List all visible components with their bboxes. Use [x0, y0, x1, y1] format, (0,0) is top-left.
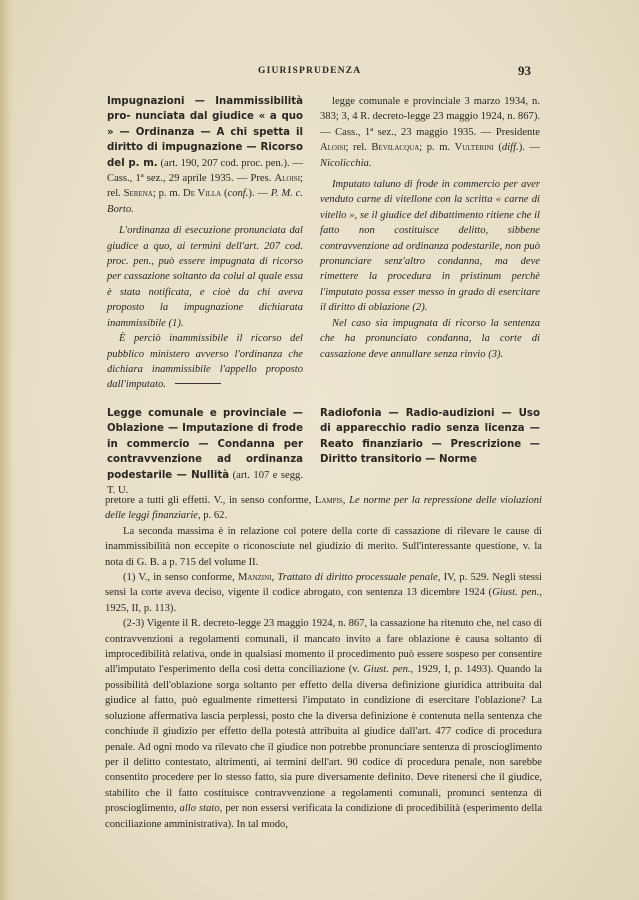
note-continuation-b: , — [342, 495, 350, 506]
case-2-maxim-2: Nel caso sia impugnata di ricorso la sentenza che ha pronunciato condanna, la corte di cassazione deve annullare senza rinvio (3). — [320, 317, 540, 360]
footnote-1-author: Manzini — [237, 572, 272, 584]
footnote-1 — [105, 570, 542, 616]
right-column — [320, 94, 540, 362]
note-second-maxim: La seconda massima è in relazione col potere della corte di cassazione di rilevare le cause di inammissibilità non eccepite o riconosciute nel giudizio di merito. Sull'interessante questione, v. la nota di G. B. a p. 715 del volume II. — [105, 525, 542, 568]
case-1-maxim-1: L'ordinanza di esecuzione pronunciata dal giudice a quo, ai termini dell'art. 207 cod. proc. pen., può essere impugnata di ricorso per cassazione soltanto da colui al quale essa è stata notificata, e cioè da chi aveva proposto la impugnazione dichiarata inammissibile (1). — [107, 225, 303, 329]
footnote-1-d: , 1925, II, p. 113). — [105, 587, 542, 614]
note-author-lampis: Lampis — [314, 495, 343, 506]
left-column-lower — [107, 406, 303, 498]
case-2-diff: diff. — [501, 142, 519, 154]
case-2-heading-tail: (art. 107 e segg. T. U. — [107, 469, 304, 497]
footnote-2-a: (2-3) Vigente il R. decreto-legge 23 maggio 1924, n. 867, la cassazione ha ritenuto che, nel caso di contravvenzioni a regolamenti comunali, il mancato invito a fare oblazione è causa soltanto di improcedibilità relativa, onde in qualsiasi momento il procedimento può essere sospeso per consentire all'imputato l'esperimento della così detta conciliazione (v. — [105, 618, 542, 676]
case-2-president: Aloisi — [320, 142, 346, 154]
case-1-president: Aloisi — [274, 173, 301, 185]
footnote-1-a: (1) V., in senso conforme, — [123, 572, 238, 584]
page-number: 93 — [518, 63, 531, 78]
case-1-conf: conf. — [227, 188, 249, 200]
footnote-2-journal: Giust. pen. — [363, 664, 411, 676]
case-2-heading: Legge comunale e provinciale — Oblazione — Imputazione di frode in commercio — Condanna per contravvenzione ad ordinanza podestarile — Nullità — [107, 408, 303, 481]
case-3-heading: Radiofonia — Radio-audizioni — Uso di apparecchio radio senza licenza — Reato finanziario — Prescrizione — Diritto transitorio — Norme — [320, 408, 540, 466]
case-1-maxim-2: È perciò inammissibile il ricorso del pubblico ministero avverso l'ordinanza che dichiara inammissibile l'appello proposto dall'imputato. — [107, 333, 303, 391]
footnote-2-3 — [105, 616, 542, 832]
case-1-ref-e: ). — — [248, 188, 271, 200]
case-2-ref-c: ; p. m. — [419, 142, 455, 154]
section-divider — [175, 383, 221, 384]
note-continuation-a: pretore a tutti gli effetti. V., in senso conforme, — [105, 495, 315, 506]
footnote-2-c: , per non essersi verificata la condizione di procedibilità (esperimento della conciliazione amministrativa). In tal modo, — [105, 803, 542, 830]
case-1-ref-a: (art. 190, 207 cod. proc. pen.). — Cass., 1ª sez., 29 aprile 1935. — Pres. — [107, 157, 303, 185]
case-1-ref-b: ; rel. — [107, 173, 303, 200]
footnote-2-b: , 1929, I, p. 1493). Quando la possibilità dell'oblazione sorga soltanto per effetto della diversa definizione giuridica attribuita dal giudice al fatto, può egualmente rimettersi l'imputato in condizione di esercitare l'oblazione? La soluzione affermativa lascia perplessi, posto che la diversa definizione è contenuta nella sentenza che conchiude il giudizio per effetto della potestà attribuita al giudice dall'art. 477 codice di procedura penale. Ad ogni modo va rilevato che il giudice non potrebbe pronunciare sentenza di proscioglimento per il delitto contestato, altrimenti, ai termini dell'art. 90 codice di procedura penale, non sarebbe consentito procedere per lo stesso fatto, sia pure diversamente definito. Deve ritenersi che il giudice, stabilito che il fatto costituisce contravvenzione a regolamenti comunali, pronunci sentenza di proscioglimento, — [105, 664, 542, 815]
case-1-ref-d: ( — [221, 188, 228, 200]
case-2-parties: Nicolicchia. — [320, 157, 372, 169]
footnote-1-title: Trattato di diritto processuale penale — [277, 572, 438, 584]
case-2-rapporteur: Bevilacqua — [371, 142, 420, 154]
case-1-heading: Impugnazioni — Inammissibilità pro- nunciata dal giudice « a quo » — Ordinanza — A chi spetta il diritto di impugnazione — Ricorso del p. m. — [107, 96, 303, 169]
page-header — [0, 63, 639, 82]
case-2-reference — [320, 94, 540, 171]
footnote-1-c: , IV, p. 529. Negli stessi sensi la corte aveva deciso, vigente il codice abrogato, con sentenza 13 dicembre 1924 ( — [105, 572, 542, 599]
left-column — [107, 94, 303, 393]
case-2-maxim-1: Imputato taluno di frode in commercio per aver venduto carne di vitellone con la scritta « carne di vitello », se il giudice del dibattimento ritiene che il fatto non costituisce delitto, sibbene contravvenzione ad ordinanza podestarile, non può pronunciare senz'altro condanna, ma deve rimettere la procedura in pristinum perchè l'imputato possa esser messo in grado di esercitare il diritto di oblazione (2). — [320, 179, 540, 314]
note-continuation-c: , p. 62. — [197, 510, 228, 522]
page-edge-shadow — [0, 0, 14, 900]
case-2-heading-block — [107, 406, 303, 498]
footnote-1-b: , — [271, 572, 278, 584]
note-continuation — [105, 493, 542, 524]
case-2-ref-b: ; rel. — [345, 142, 372, 154]
case-1-ref-c: ; p. m. — [152, 188, 184, 200]
running-title: GIURISPRUDENZA — [258, 66, 362, 76]
case-2-ref-a: legge comunale e provinciale 3 marzo 1934, n. 383; 3, 4 R. decreto-legge 23 maggio 1924, n. 867). — Cass., 1ª sez., 23 maggio 1935. — Presidente — [320, 96, 540, 138]
case-1-rapporteur: Serena — [123, 188, 153, 200]
notes-section — [105, 493, 542, 832]
case-1-prosecutor: De Villa — [183, 188, 222, 200]
note-work-title: Le norme per la repressione delle violazioni delle leggi finanziarie — [105, 495, 543, 522]
right-column-lower — [320, 406, 540, 468]
footnote-1-journal: Giust. pen. — [492, 587, 540, 599]
footnote-2-allo-stato: allo stato — [179, 803, 220, 815]
case-2-prosecutor: Vulterini — [454, 142, 494, 154]
case-1-summary — [107, 94, 303, 217]
case-1-parties: P. M. c. Borto. — [107, 188, 303, 215]
case-2-ref-d: ( — [493, 142, 502, 154]
case-2-ref-e: ). — — [518, 142, 540, 154]
